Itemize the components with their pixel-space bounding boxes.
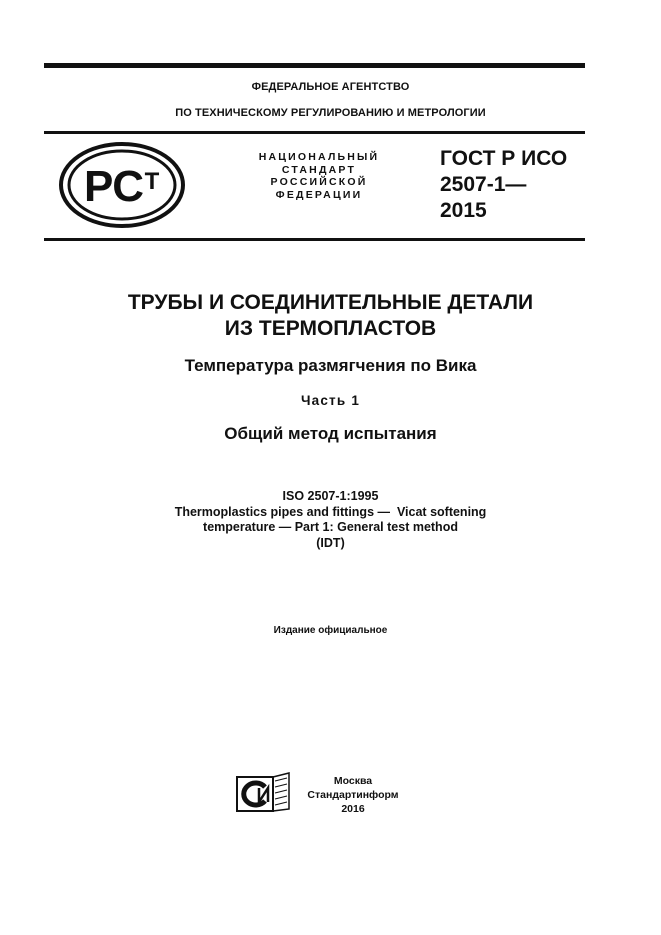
iso-reference bbox=[0, 489, 661, 551]
standard-type-line: ФЕДЕРАЦИИ bbox=[275, 188, 363, 201]
method-title: Общий метод испытания bbox=[224, 424, 437, 443]
part-label: Часть 1 bbox=[300, 393, 361, 408]
title-line1: ТРУБЫ И СОЕДИНИТЕЛЬНЫЕ ДЕТАЛИ bbox=[127, 291, 534, 314]
publisher-city: Москва bbox=[333, 775, 373, 787]
iso-line: temperature — Part 1: General test method bbox=[203, 520, 458, 534]
iso-line: Thermoplastics pipes and fittings — Vicat softening bbox=[174, 504, 487, 519]
designation-line: 2015 bbox=[440, 199, 487, 222]
document-title bbox=[0, 290, 661, 342]
designation-line: ГОСТ Р ИСО bbox=[440, 147, 568, 170]
standard-type-line: НАЦИОНАЛЬНЫЙ bbox=[258, 151, 380, 163]
standartinform-logo-icon bbox=[235, 771, 291, 813]
publisher-info bbox=[303, 774, 403, 816]
agency-name-line2: ПО ТЕХНИЧЕСКОМУ РЕГУЛИРОВАНИЮ И МЕТРОЛОГИИ bbox=[175, 107, 486, 119]
edition-note: Издание официальное bbox=[273, 625, 388, 636]
logo-letters-rs: РС bbox=[83, 162, 145, 211]
publication-year: 2016 bbox=[341, 803, 365, 815]
header-rule bbox=[44, 131, 585, 134]
title-line2: ИЗ ТЕРМОПЛАСТОВ bbox=[224, 317, 437, 340]
document-subtitle: Температура размягчения по Вика bbox=[184, 356, 477, 375]
top-rule bbox=[44, 63, 585, 68]
publisher-name: Стандартинформ bbox=[307, 789, 399, 801]
standard-type-line: РОССИЙСКОЙ bbox=[270, 176, 368, 188]
iso-line: ISO 2507-1:1995 bbox=[282, 489, 379, 503]
agency-name-line1: ФЕДЕРАЛЬНОЕ АГЕНТСТВО bbox=[251, 81, 410, 93]
iso-line: (IDT) bbox=[316, 535, 345, 550]
standard-type bbox=[245, 151, 393, 201]
header-bottom-rule bbox=[44, 238, 585, 241]
logo-letter-t: Т bbox=[144, 168, 160, 195]
designation-line: 2507-1— bbox=[440, 173, 527, 196]
standard-type-line: СТАНДАРТ bbox=[281, 163, 357, 176]
rst-logo-icon bbox=[58, 141, 186, 229]
standard-designation bbox=[440, 146, 567, 224]
